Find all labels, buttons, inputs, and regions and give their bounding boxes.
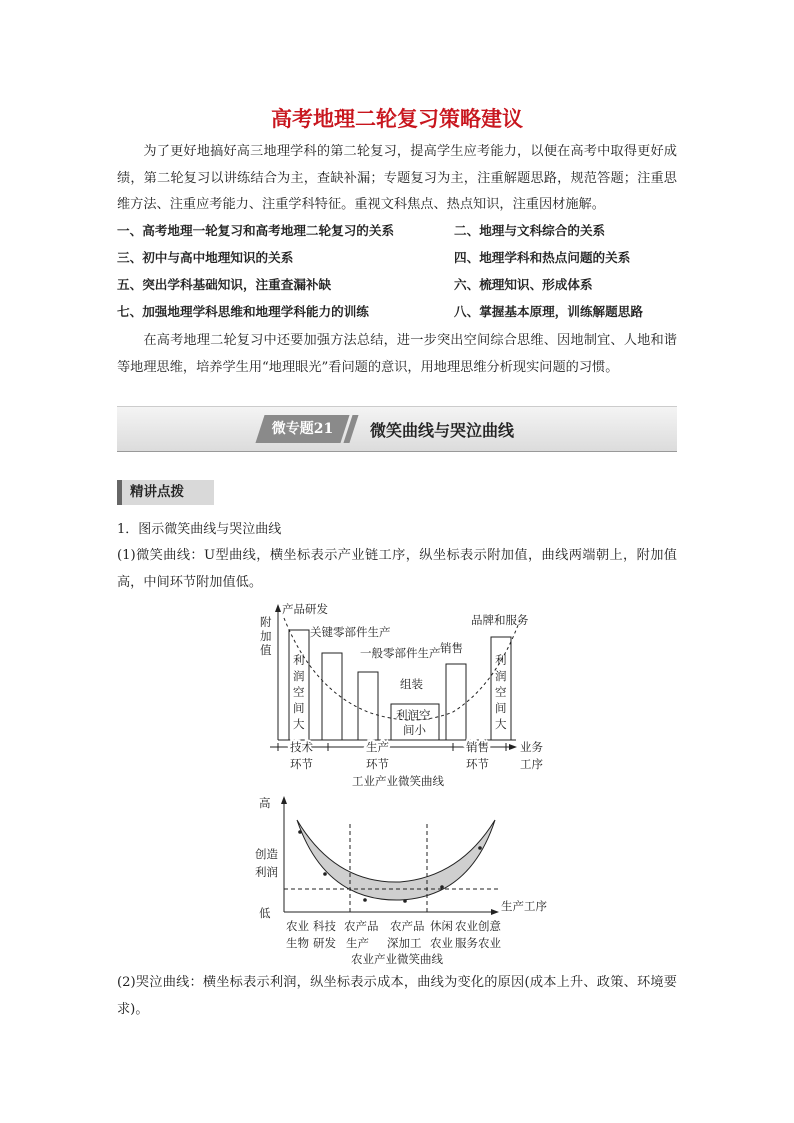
fig2-x-5b: 农业 bbox=[430, 936, 453, 950]
left-bar-text-5: 大 bbox=[293, 717, 305, 731]
point-7: 七、加强地理学科思维和地理学科能力的训练 bbox=[117, 304, 369, 319]
bar-label-rd: 产品研发 bbox=[282, 602, 328, 616]
point-8: 八、掌握基本原理，训练解题思路 bbox=[454, 304, 643, 319]
bar-general-parts bbox=[358, 672, 378, 740]
point-5: 五、突出学科基础知识，注重查漏补缺 bbox=[117, 277, 332, 292]
item-1-heading: 1．图示微笑曲线与哭泣曲线 bbox=[117, 522, 282, 537]
topic-banner bbox=[117, 406, 677, 452]
x-group-tech-1: 技术 bbox=[290, 740, 313, 754]
fig2-x-5a: 休闲 bbox=[430, 919, 453, 933]
item-1-1-text: (1)微笑曲线：U型曲线，横坐标表示产业链工序，纵坐标表示附加值，曲线两端朝上，附加值高，中间环节附加值低。 bbox=[117, 548, 677, 590]
y-label-2: 加 bbox=[260, 629, 272, 643]
fig2-x-6a: 农业创意 bbox=[455, 919, 501, 933]
intro-paragraph: 为了更好地搞好高三地理学科的第二轮复习，提高学生应考能力，以便在高考中取得更好成绩，第二轮复习以讲练结合为主，查缺补漏；专题复习为主，注重解题思路，规范答题；注重思维方法、注重应考能力、注重学科特征。重视文科焦点、热点知识，注重因材施解。 bbox=[117, 144, 677, 212]
topic-title: 微笑曲线与哭泣曲线 bbox=[370, 421, 515, 440]
point-6: 六、梳理知识、形成体系 bbox=[454, 277, 593, 292]
fig2-x-1b: 生物 bbox=[286, 936, 309, 950]
y-label-1: 附 bbox=[260, 615, 272, 629]
fig2-x-4b: 深加工 bbox=[387, 936, 422, 950]
fig2-y-mid-2: 利润 bbox=[255, 865, 278, 879]
y-label-3: 值 bbox=[260, 643, 272, 657]
fig2-x-3a: 农产品 bbox=[344, 919, 379, 933]
bar-label-assembly: 组装 bbox=[400, 677, 423, 691]
agricultural-smile-figure bbox=[255, 792, 555, 970]
x-group-sales-1: 销售 bbox=[466, 740, 489, 754]
x-group-sales-2: 环节 bbox=[466, 757, 489, 771]
point-2: 二、地理与文科综合的关系 bbox=[454, 223, 606, 238]
right-bar-text-5: 大 bbox=[495, 717, 507, 731]
fig2-caption: 农业产业微笑曲线 bbox=[351, 952, 443, 966]
left-bar-text-3: 空 bbox=[293, 685, 305, 699]
right-bar-text-2: 润 bbox=[495, 669, 507, 683]
x-group-tech-2: 环节 bbox=[290, 757, 313, 771]
page-title: 高考地理二轮复习策略建议 bbox=[271, 107, 523, 131]
x-group-prod-1: 生产 bbox=[366, 740, 389, 754]
fig2-x-2b: 研发 bbox=[313, 936, 336, 950]
right-bar-text-3: 空 bbox=[495, 685, 507, 699]
point-4: 四、地理学科和热点问题的关系 bbox=[454, 250, 631, 265]
section-label: 精讲点拨 bbox=[117, 480, 214, 505]
mid-bar-text-1: 利润空 bbox=[396, 708, 431, 722]
fig2-x-4a: 农产品 bbox=[390, 919, 425, 933]
bar-label-sales: 销售 bbox=[440, 641, 463, 655]
fig2-y-high: 高 bbox=[259, 796, 271, 810]
left-bar-text-2: 润 bbox=[293, 669, 305, 683]
x-group-prod-2: 环节 bbox=[366, 757, 389, 771]
x-end-1: 业务 bbox=[520, 740, 543, 754]
fig1-caption: 工业产业微笑曲线 bbox=[352, 774, 444, 788]
closing-paragraph: 在高考地理二轮复习中还要加强方法总结，进一步突出空间综合思维、因地制宜、人地和谐等地理思维，培养学生用“地理眼光”看问题的意识，用地理思维分析现实问题的习惯。 bbox=[117, 333, 677, 375]
point-3: 三、初中与高中地理知识的关系 bbox=[117, 250, 294, 265]
fig2-y-low: 低 bbox=[259, 906, 271, 920]
fig2-x-6b: 服务农业 bbox=[455, 936, 501, 950]
industrial-smile-figure bbox=[258, 600, 558, 792]
bar-key-parts bbox=[322, 653, 342, 740]
right-bar-text-4: 间 bbox=[495, 701, 507, 715]
fig2-x-axis-label: 生产工序 bbox=[501, 899, 547, 913]
points-list bbox=[117, 220, 677, 328]
left-bar-text-4: 间 bbox=[293, 701, 305, 715]
fig2-y-mid-1: 创造 bbox=[255, 847, 278, 861]
bar-label-brand: 品牌和服务 bbox=[471, 613, 529, 627]
topic-tag: 微专题21 bbox=[255, 415, 349, 443]
item-1-2-text: (2)哭泣曲线：横坐标表示利润，纵坐标表示成本，曲线为变化的原因(成本上升、政策、环境要求)。 bbox=[117, 975, 677, 1017]
mid-bar-text-2: 间小 bbox=[403, 723, 426, 737]
bar-label-key: 关键零部件生产 bbox=[310, 625, 391, 639]
right-bar-text-1: 利 bbox=[495, 653, 507, 667]
left-bar-text-1: 利 bbox=[293, 653, 305, 667]
bar-label-general: 一般零部件生产 bbox=[360, 646, 441, 660]
point-1: 一、高考地理一轮复习和高考地理二轮复习的关系 bbox=[117, 223, 395, 238]
smile-band bbox=[297, 820, 495, 900]
fig2-x-1a: 农业 bbox=[286, 919, 309, 933]
x-end-2: 工序 bbox=[520, 757, 543, 771]
fig2-x-2a: 科技 bbox=[313, 919, 336, 933]
bar-sales bbox=[446, 664, 466, 740]
fig2-x-3b: 生产 bbox=[346, 936, 369, 950]
